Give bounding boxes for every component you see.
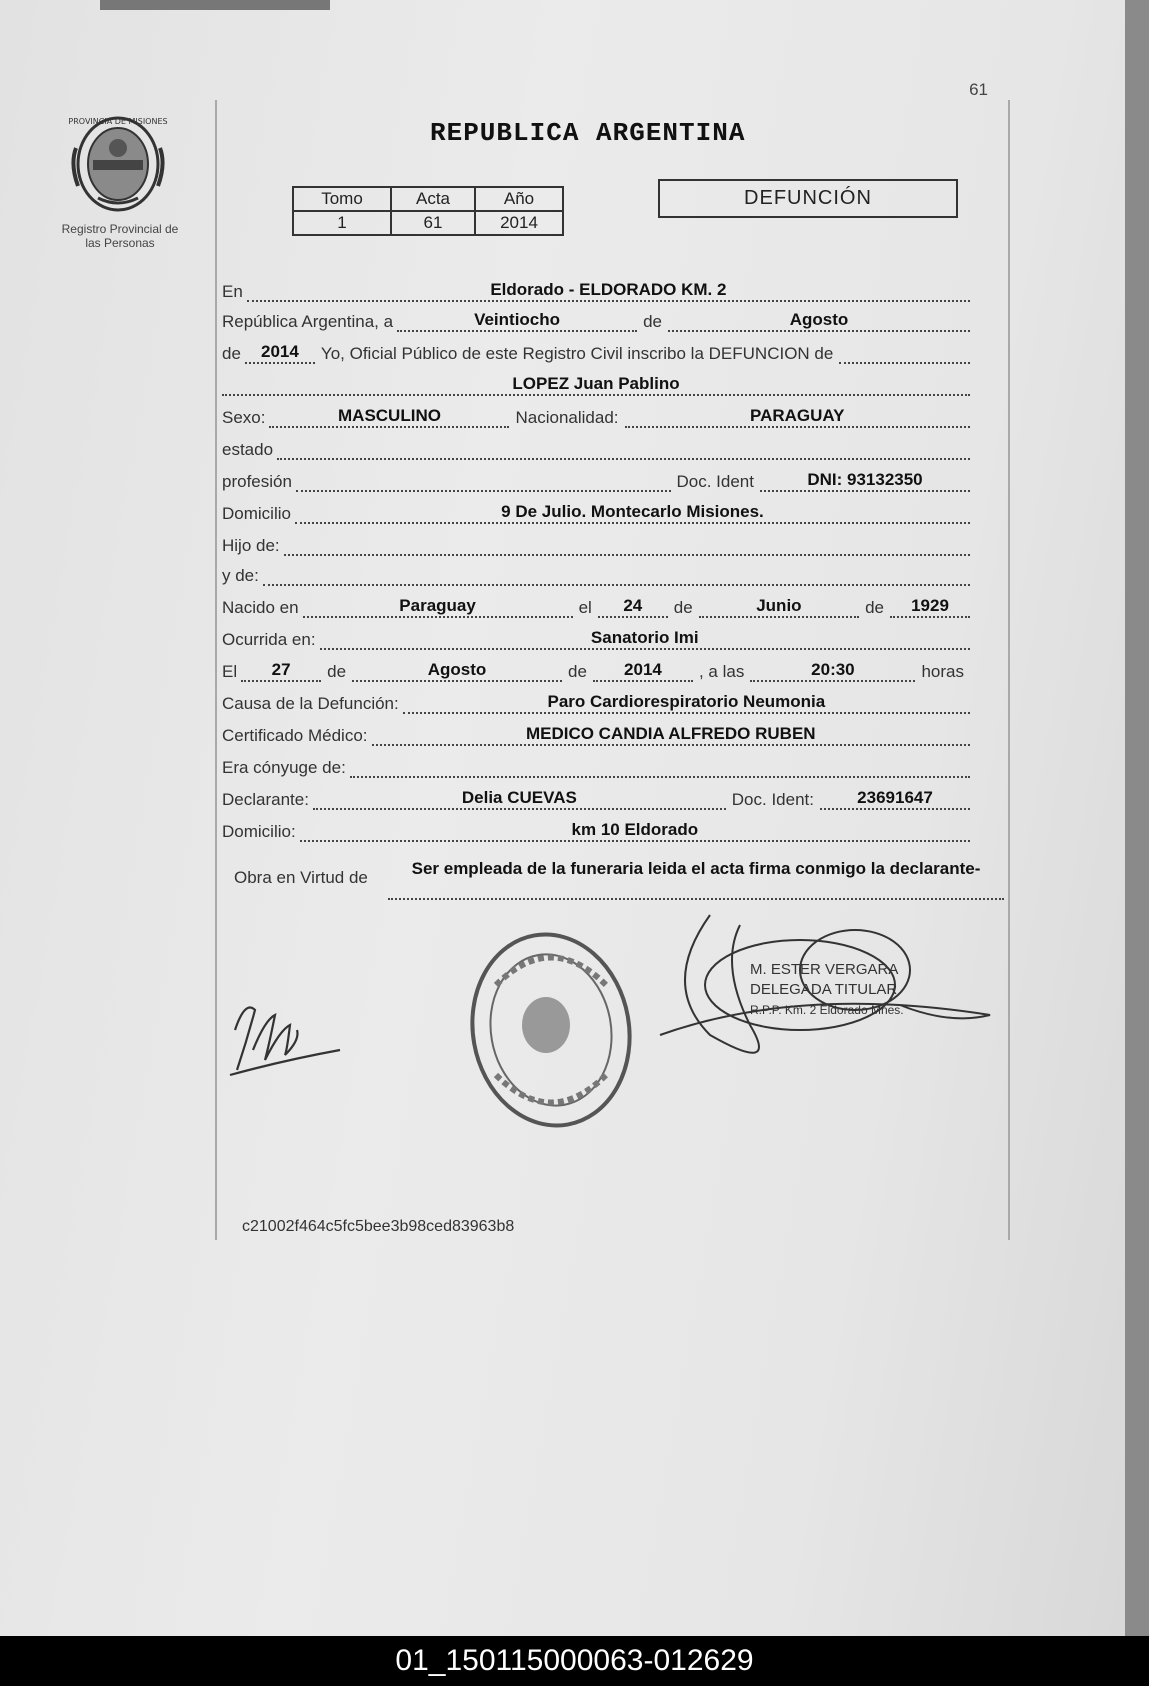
de-label: de bbox=[222, 344, 241, 363]
province-emblem-icon bbox=[68, 108, 168, 216]
estado-field bbox=[277, 438, 970, 460]
row-obra bbox=[234, 858, 1004, 900]
birth-day-field: 24 bbox=[598, 596, 668, 618]
row-hijo bbox=[222, 526, 970, 556]
de-label: de bbox=[865, 598, 884, 617]
decl-doc-field: 23691647 bbox=[820, 788, 970, 810]
row-ocurrida bbox=[222, 620, 970, 650]
el-label: el bbox=[578, 598, 592, 617]
official-stamp bbox=[466, 925, 636, 1135]
row-certificado bbox=[222, 716, 970, 746]
conyuge-label: Era cónyuge de: bbox=[222, 758, 346, 777]
row-sexo bbox=[222, 398, 970, 428]
row-year bbox=[222, 334, 970, 364]
death-time-field: 20:30 bbox=[750, 660, 915, 682]
domicilio-field: 9 De Julio. Montecarlo Misiones. bbox=[295, 502, 970, 524]
nacido-label: Nacido en bbox=[222, 598, 299, 617]
row-en bbox=[222, 272, 970, 302]
obra-field: Ser empleada de la funeraria leida el acta firma conmigo la declarante- bbox=[388, 858, 1004, 900]
conyuge-field bbox=[350, 756, 970, 778]
yde-field bbox=[263, 564, 970, 586]
causa-label: Causa de la Defunción: bbox=[222, 694, 399, 713]
causa-field: Paro Cardiorespiratorio Neumonia bbox=[403, 692, 970, 714]
death-year-field: 2014 bbox=[593, 660, 693, 682]
en-field: Eldorado - ELDORADO KM. 2 bbox=[247, 280, 970, 302]
header-acta: Acta bbox=[391, 187, 475, 211]
country-title: REPUBLICA ARGENTINA bbox=[430, 118, 746, 148]
row-yde bbox=[222, 556, 970, 586]
doc-field: DNI: 93132350 bbox=[760, 470, 970, 492]
row-domicilio bbox=[222, 494, 970, 524]
form-right-border bbox=[1008, 100, 1010, 1240]
official-office: R.P.P. Km. 2 Eldorado Mnes. bbox=[750, 1003, 904, 1017]
official-signature-text bbox=[750, 960, 904, 1020]
birth-year-field: 1929 bbox=[890, 596, 970, 618]
ocurrida-field: Sanatorio Imi bbox=[320, 628, 970, 650]
sexo-label: Sexo: bbox=[222, 408, 266, 427]
document-id-bar: 01_150115000063-012629 bbox=[0, 1636, 1149, 1686]
hijo-label: Hijo de: bbox=[222, 536, 280, 555]
form-left-border bbox=[215, 100, 217, 1240]
declarante-field: Delia CUEVAS bbox=[313, 788, 726, 810]
alas-label: , a las bbox=[698, 662, 745, 681]
obra-label: Obra en Virtud de bbox=[234, 868, 368, 887]
value-ano: 2014 bbox=[475, 211, 563, 235]
nacido-field: Paraguay bbox=[303, 596, 573, 618]
header-ano: Año bbox=[475, 187, 563, 211]
decl-doc-label: Doc. Ident: bbox=[731, 790, 814, 809]
doc-label: Doc. Ident bbox=[676, 472, 754, 491]
domicilio-label: Domicilio bbox=[222, 504, 291, 523]
de-label: de bbox=[327, 662, 347, 681]
el-label: El bbox=[222, 662, 238, 681]
row-estado bbox=[222, 430, 970, 460]
official-name: M. ESTER VERGARA bbox=[750, 961, 899, 978]
sexo-field: MASCULINO bbox=[269, 406, 509, 428]
row-name bbox=[222, 366, 970, 396]
record-table-header bbox=[293, 187, 563, 211]
row-decl-domicilio bbox=[222, 812, 970, 842]
row-causa bbox=[222, 684, 970, 714]
document-hash: c21002f464c5fc5bee3b98ced83963b8 bbox=[242, 1218, 515, 1235]
decl-domicilio-label: Domicilio: bbox=[222, 822, 296, 841]
de-label: de bbox=[568, 662, 587, 681]
birth-month-field: Junio bbox=[699, 596, 859, 618]
declarante-label: Declarante: bbox=[222, 790, 309, 809]
row-declarante bbox=[222, 780, 970, 810]
day-field: Veintiocho bbox=[397, 310, 637, 332]
hijo-field bbox=[284, 534, 970, 556]
profesion-field bbox=[296, 470, 671, 492]
year-field: 2014 bbox=[245, 342, 315, 364]
row-profesion bbox=[222, 462, 970, 492]
value-acta: 61 bbox=[391, 211, 475, 235]
official-title: DELEGADA TITULAR bbox=[750, 981, 898, 998]
nacionalidad-label: Nacionalidad: bbox=[515, 408, 619, 427]
header-tomo: Tomo bbox=[293, 187, 391, 211]
month-field: Agosto bbox=[668, 310, 970, 332]
scan-right-edge bbox=[1125, 0, 1149, 1636]
emblem-label-line2: las Personas bbox=[85, 236, 155, 250]
horas-label: horas bbox=[921, 662, 964, 681]
decl-domicilio-field: km 10 Eldorado bbox=[300, 820, 970, 842]
record-table bbox=[292, 186, 564, 236]
en-label: En bbox=[222, 282, 243, 301]
row-conyuge bbox=[222, 748, 970, 778]
emblem-label bbox=[50, 222, 190, 250]
death-day-field: 27 bbox=[241, 660, 321, 682]
nacionalidad-field: PARAGUAY bbox=[625, 406, 971, 428]
emblem-text: PROVINCIA DE MISIONES bbox=[68, 117, 168, 126]
row-fecha bbox=[222, 652, 970, 682]
death-month-field: Agosto bbox=[352, 660, 562, 682]
certificado-field: MEDICO CANDIA ALFREDO RUBEN bbox=[372, 724, 970, 746]
page-number: 61 bbox=[969, 80, 988, 99]
estado-label: estado bbox=[222, 440, 274, 459]
ocurrida-label: Ocurrida en: bbox=[222, 630, 316, 649]
row-republica bbox=[222, 302, 970, 332]
de-label: de bbox=[643, 312, 662, 331]
de-label: de bbox=[673, 598, 693, 617]
certificado-label: Certificado Médico: bbox=[222, 726, 368, 745]
row-nacido bbox=[222, 588, 970, 618]
profesion-label: profesión bbox=[222, 472, 292, 491]
emblem-label-line1: Registro Provincial de bbox=[61, 222, 179, 236]
record-table-values bbox=[293, 211, 563, 235]
republica-label: República Argentina, a bbox=[222, 312, 394, 331]
value-tomo: 1 bbox=[293, 211, 391, 235]
yde-label: y de: bbox=[222, 566, 259, 585]
scan-top-mark bbox=[100, 0, 330, 10]
blank-field bbox=[839, 342, 970, 364]
yo-text: Yo, Oficial Público de este Registro Civil inscribo la DEFUNCION de bbox=[320, 344, 834, 363]
name-field: LOPEZ Juan Pablino bbox=[222, 374, 970, 396]
signature-left bbox=[225, 990, 345, 1080]
act-type-box: DEFUNCIÓN bbox=[658, 179, 958, 218]
